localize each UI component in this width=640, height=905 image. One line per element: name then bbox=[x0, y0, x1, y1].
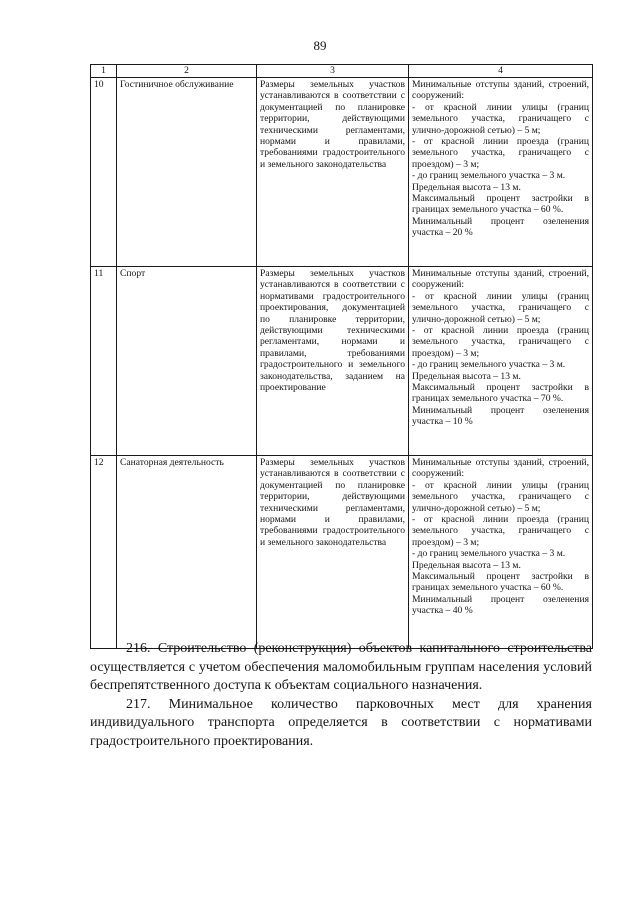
params-line: Минимальный процент озеленения участка – 20 % bbox=[412, 215, 589, 239]
paragraph-217: 217. Минимальное количество парковочных мест для хранения индивидуального транспорта определяется в соответствии с нормативами градостроительного проектирования. bbox=[90, 696, 592, 749]
params-line: Максимальный процент застройки в границах земельного участка – 60 %. bbox=[412, 571, 589, 594]
column-header-3: 3 bbox=[257, 65, 409, 78]
params-line: Максимальный процент застройки в границах земельного участка – 70 %. bbox=[412, 382, 589, 405]
params-line: - от красной линии проезда (границ земельного участка, граничащего с проездом) – 3 м; bbox=[412, 325, 589, 359]
table-header-row bbox=[91, 65, 593, 78]
row-number: 11 bbox=[91, 267, 117, 456]
page-number: 89 bbox=[313, 38, 327, 53]
row-number: 12 bbox=[91, 456, 117, 649]
regulations-table bbox=[90, 64, 593, 649]
column-header-1: 1 bbox=[91, 65, 117, 78]
params-line: - до границ земельного участка – 3 м. bbox=[412, 359, 566, 371]
column-header-4: 4 bbox=[409, 65, 593, 78]
table-row bbox=[91, 267, 593, 456]
params-line: Минимальный процент озеленения участка – 40 % bbox=[412, 593, 589, 617]
use-type-name: Спорт bbox=[117, 267, 257, 456]
column-header-2: 2 bbox=[117, 65, 257, 78]
params-line: Предельная высота – 13 м. bbox=[412, 181, 521, 193]
plot-size-text: Размеры земельных участков устанавливаются в соответствии с нормативами градостроительного проектирования, документацией по планировке территории, действующими техническими регламентами, нормами и правилами, требованиями градостроительного и земельного законодательства, заданием на проектирование bbox=[257, 267, 409, 456]
params-line: Минимальные отступы зданий, строений, сооружений: bbox=[412, 268, 589, 291]
build-params-cell bbox=[409, 78, 593, 267]
params-line: Предельная высота – 13 м. bbox=[412, 370, 521, 382]
params-line: - от красной линии улицы (границ земельного участка, граничащего с улично-дорожной сетью) – 5 м; bbox=[412, 101, 589, 136]
params-line: - до границ земельного участка – 3 м. bbox=[412, 170, 566, 182]
use-type-name: Гостиничное обслуживание bbox=[117, 78, 257, 267]
plot-size-text: Размеры земельных участков устанавливаются в соответствии с документацией по планировке территории, действующими техническими регламентами, нормами и правилами, требованиями градостроительного и земельного законодательства bbox=[257, 78, 409, 267]
params-line: Максимальный процент застройки в границах земельного участка – 60 %. bbox=[412, 193, 589, 216]
use-type-name: Санаторная деятельность bbox=[117, 456, 257, 649]
paragraph-216: 216. Строительство (реконструкция) объектов капитального строительства осуществляется с учетом обеспечения маломобильным группам населения условий беспрепятственного доступа к объектам социального назначения. bbox=[90, 641, 592, 693]
build-params-cell bbox=[409, 456, 593, 649]
plot-size-text: Размеры земельных участков устанавливаются в соответствии с документацией по планировке территории, действующими техническими регламентами, нормами и правилами, требованиями градостроительного и земельного законодательства bbox=[257, 456, 409, 649]
params-line: Минимальный процент озеленения участка – 10 % bbox=[412, 404, 589, 428]
params-line: - до границ земельного участка – 3 м. bbox=[412, 548, 566, 560]
table-row bbox=[91, 456, 593, 649]
table-row bbox=[91, 78, 593, 267]
params-line: - от красной линии проезда (границ земельного участка, граничащего с проездом) – 3 м; bbox=[412, 514, 589, 548]
params-line: - от красной линии улицы (границ земельного участка, граничащего с улично-дорожной сетью) – 5 м; bbox=[412, 290, 589, 325]
row-number: 10 bbox=[91, 78, 117, 267]
params-line: - от красной линии улицы (границ земельного участка, граничащего с улично-дорожной сетью) – 5 м; bbox=[412, 479, 589, 514]
params-line: Минимальные отступы зданий, строений, сооружений: bbox=[412, 79, 589, 102]
params-line: Минимальные отступы зданий, строений, сооружений: bbox=[412, 457, 589, 480]
body-text bbox=[90, 640, 592, 751]
build-params-cell bbox=[409, 267, 593, 456]
params-line: - от красной линии проезда (границ земельного участка, граничащего с проездом) – 3 м; bbox=[412, 136, 589, 170]
params-line: Предельная высота – 13 м. bbox=[412, 559, 521, 571]
